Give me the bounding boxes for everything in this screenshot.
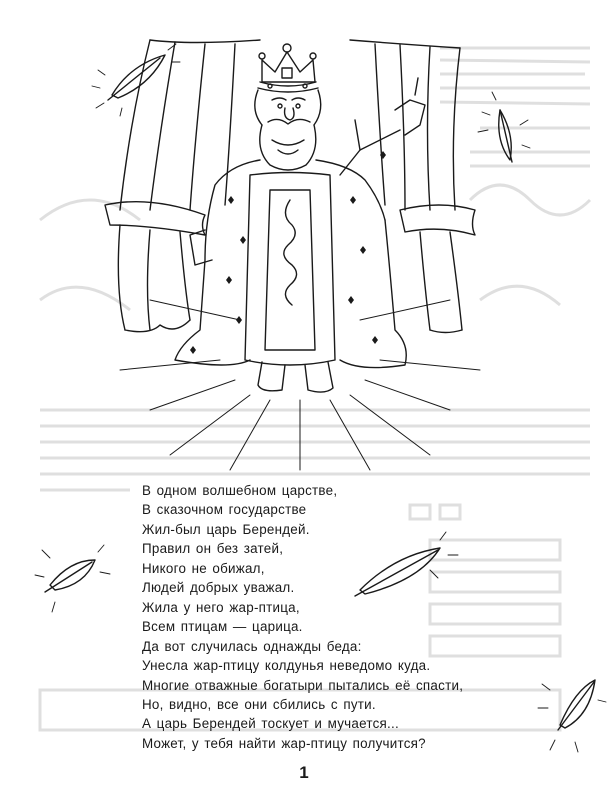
- poem-line: Но, видно, все они сбились с пути.: [142, 696, 376, 712]
- ermine-spots: [190, 151, 386, 354]
- light-rays: [120, 300, 480, 470]
- poem-line: Да вот случилась однажды беда:: [142, 638, 362, 654]
- poem-line: Унесла жар-птицу колдунья неведомо куда.: [142, 658, 431, 674]
- poem-line: Многие отважные богатыри пытались её спасти,: [142, 677, 464, 693]
- poem-line: Правил он без затей,: [142, 541, 284, 557]
- poem-line: В одном волшебном царстве,: [142, 483, 338, 498]
- poem-line: Никого не обижал,: [142, 560, 265, 576]
- feather-icon-top-right: [478, 92, 530, 162]
- poem-line: Может, у тебя найти жар-птицу получится?: [142, 735, 426, 751]
- king-robe: [175, 78, 425, 368]
- king-face: [255, 90, 321, 170]
- poem-line: Жил-был царь Берендей.: [142, 521, 310, 537]
- king-boots: [258, 362, 333, 392]
- poem-line: Жила у него жар-птица,: [142, 599, 300, 615]
- feather-icon-left: [35, 545, 110, 612]
- poem-line: В сказочном государстве: [142, 502, 307, 518]
- poem-line: Всем птицам — царица.: [142, 619, 303, 635]
- crown: [258, 44, 318, 92]
- page-number: 1: [299, 763, 309, 782]
- poem: [142, 481, 542, 753]
- poem-line: А царь Берендей тоскует и мучается...: [142, 716, 399, 732]
- poem-line: Людей добрых уважал.: [142, 580, 295, 596]
- feather-icon-bottom-right: [538, 680, 606, 752]
